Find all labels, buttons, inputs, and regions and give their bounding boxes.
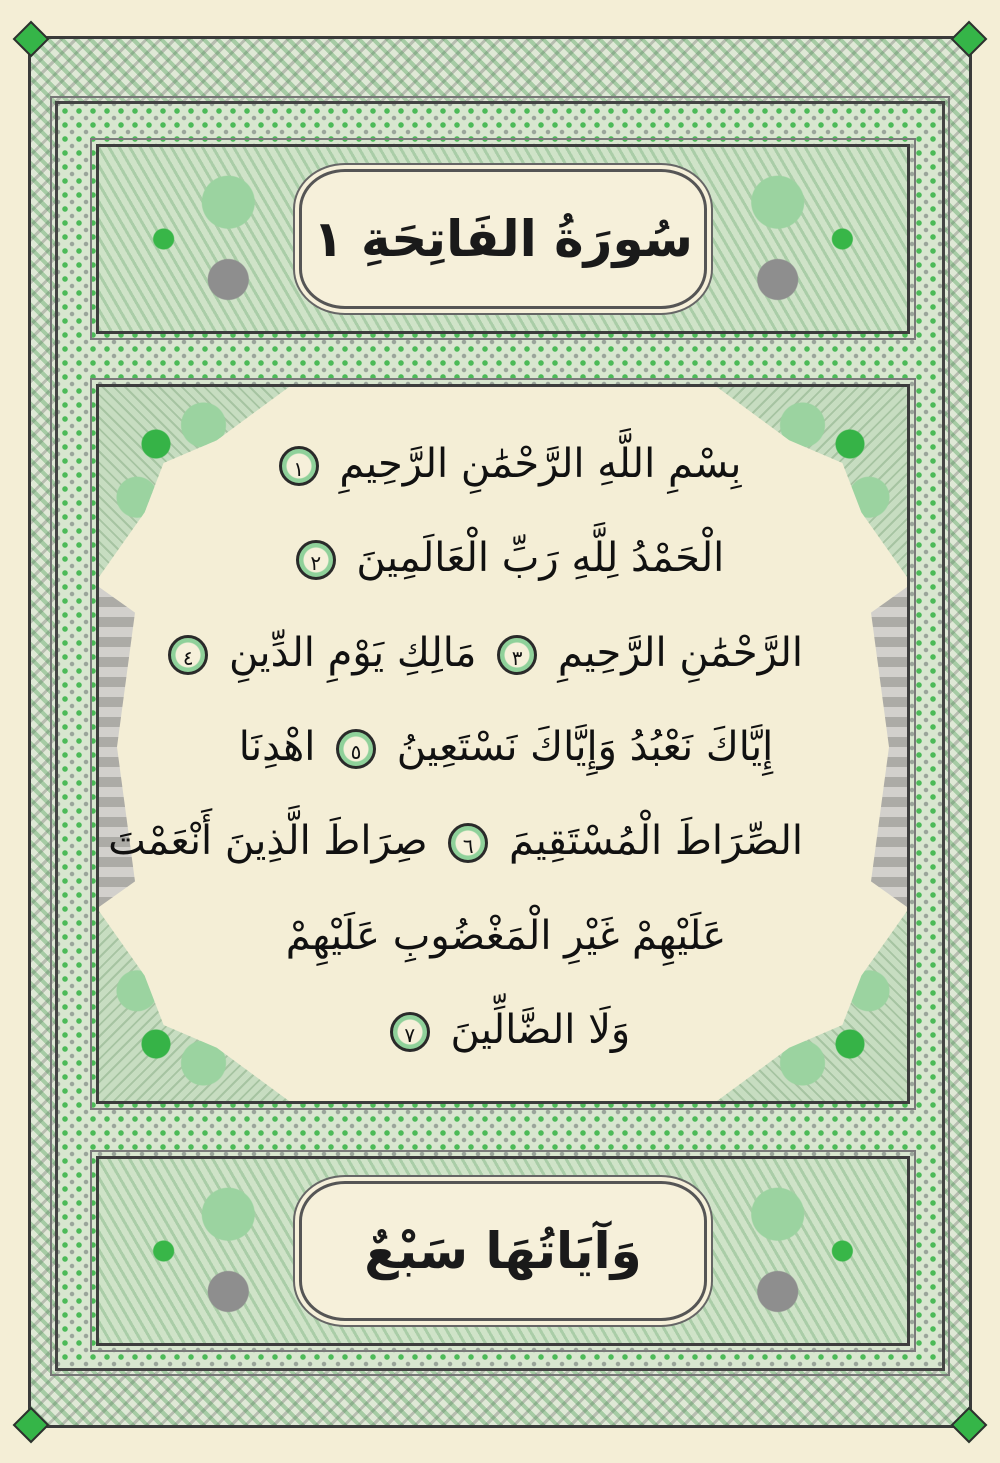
verse-text: مَالِكِ يَوْمِ الدِّينِ <box>228 629 477 676</box>
ayah-number-marker: ١ <box>279 446 319 486</box>
corner-fleuron-icon <box>951 21 988 58</box>
ayah-number-marker: ٢ <box>296 540 336 580</box>
verse-text: إِيَّاكَ نَعْبُدُ وَإِيَّاكَ نَسْتَعِينُ <box>396 723 774 770</box>
verse-count-cartouche <box>299 1181 707 1321</box>
side-ornament-icon <box>847 587 907 907</box>
verse-count-text: وَآيَاتُهَا سَبْعٌ <box>364 1222 642 1280</box>
verse-line <box>209 427 803 501</box>
corner-fleuron-icon <box>951 1407 988 1444</box>
verse-line <box>209 899 803 973</box>
ayah-number-marker: ٥ <box>336 729 376 769</box>
ayah-number-marker: ٤ <box>168 635 208 675</box>
verse-line <box>108 804 803 878</box>
ornamental-border <box>55 101 945 1371</box>
surah-title: سُورَةُ الفَاتِحَةِ ١ <box>313 210 693 268</box>
verse-text: بِسْمِ اللَّهِ الرَّحْمَٰنِ الرَّحِيمِ <box>339 441 742 487</box>
verse-text: عَلَيْهِمْ غَيْرِ الْمَغْضُوبِ عَلَيْهِمْ <box>285 912 727 959</box>
verse-text: اهْدِنَا <box>238 723 316 770</box>
surah-footer-band <box>96 1156 910 1346</box>
corner-fleuron-icon <box>13 1407 50 1444</box>
verse-text: وَلَا الضَّالِّينَ <box>450 1006 631 1053</box>
verse-text: الرَّحْمَٰنِ الرَّحِيمِ <box>557 629 803 676</box>
ayah-number-marker: ٧ <box>390 1012 430 1052</box>
verse-line <box>209 521 803 595</box>
surah-header-band <box>96 144 910 334</box>
verses-text-block <box>108 427 803 1067</box>
ayah-number-marker: ٣ <box>497 635 537 675</box>
corner-fleuron-icon <box>13 21 50 58</box>
surah-title-cartouche <box>299 169 707 309</box>
verse-text: الْحَمْدُ لِلَّهِ رَبِّ الْعَالَمِينَ <box>356 535 725 582</box>
verse-text: صِرَاطَ الَّذِينَ أَنْعَمْتَ <box>108 818 428 865</box>
verses-panel <box>96 384 910 1104</box>
verse-line <box>209 993 803 1067</box>
mushaf-page <box>28 36 972 1428</box>
verse-line <box>182 616 803 690</box>
verse-text: الصِّرَاطَ الْمُسْتَقِيمَ <box>509 818 803 865</box>
ayah-number-marker: ٦ <box>448 823 488 863</box>
verse-line <box>209 710 803 784</box>
